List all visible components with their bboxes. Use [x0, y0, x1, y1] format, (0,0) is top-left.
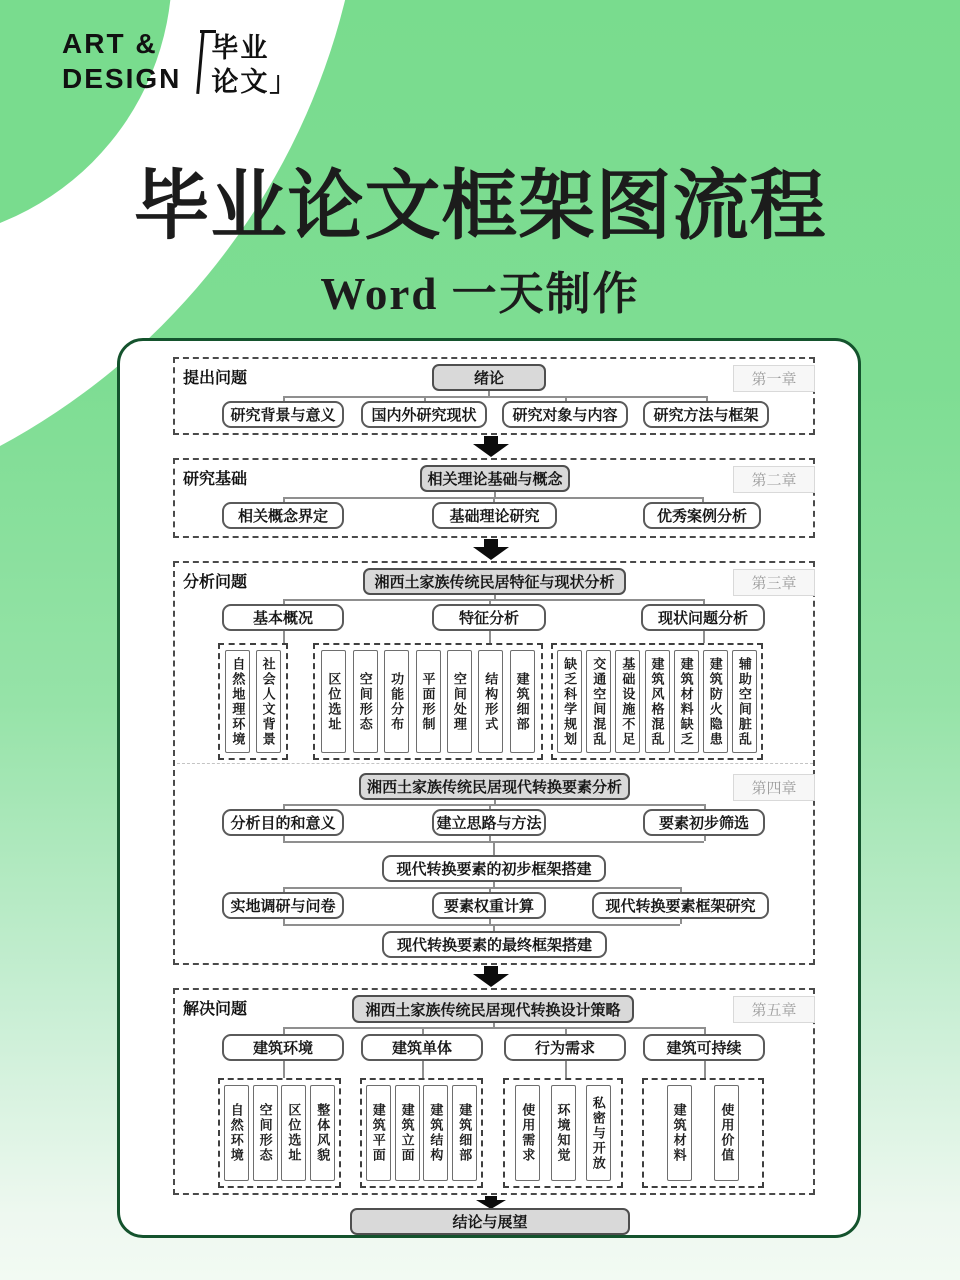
ch4-root-node: 湘西土家族传统民居现代转换要素分析 [359, 773, 630, 800]
vertical-node: 辅助空间脏乱 [732, 650, 757, 753]
ch1-child-node: 研究背景与意义 [222, 401, 344, 428]
ch2-chapter-badge: 第二章 [733, 466, 815, 493]
ch5-section-label: 解决问题 [183, 1001, 248, 1018]
connector [493, 924, 495, 931]
ch3-chapter-badge: 第三章 [733, 569, 815, 596]
vertical-node: 建筑结构 [423, 1085, 448, 1181]
ch5-child-node: 建筑可持续 [643, 1034, 765, 1061]
vertical-node: 私密与开放 [586, 1085, 611, 1181]
vertical-node: 环境知觉 [551, 1085, 576, 1181]
ch1-child-node: 研究方法与框架 [643, 401, 769, 428]
vertical-node: 建筑细部 [510, 650, 535, 753]
down-arrow [473, 539, 509, 560]
connector [283, 1027, 704, 1029]
arrow-stem [484, 539, 498, 547]
connector [704, 836, 706, 841]
ch2-child-node: 基础理论研究 [432, 502, 557, 529]
flowchart-card [117, 338, 861, 1238]
ch5-child-node: 行为需求 [504, 1034, 626, 1061]
page-title: 毕业论文框架图流程 [133, 165, 827, 249]
logo-en-line1: ART & [62, 28, 158, 59]
ch4-chapter-badge: 第四章 [733, 774, 815, 801]
vertical-node: 使用需求 [515, 1085, 540, 1181]
arrow-head [473, 547, 509, 560]
ch5-group-sustainable [642, 1078, 764, 1188]
connector [422, 1027, 424, 1034]
ch2-root-node: 相关理论基础与概念 [420, 465, 570, 492]
ch1-child-node: 研究对象与内容 [502, 401, 628, 428]
section-ch1 [173, 357, 815, 435]
ch4-row1-node: 要素初步筛选 [643, 809, 765, 836]
ch1-chapter-badge: 第一章 [733, 365, 815, 392]
ch3-ch4-divider [177, 763, 813, 764]
conclusion-node: 结论与展望 [350, 1208, 630, 1235]
connector [283, 804, 704, 806]
logo-cn-line2: 论文」 [211, 66, 299, 97]
ch3-child-node: 现状问题分析 [641, 604, 765, 631]
ch3-group-basic [218, 643, 288, 760]
ch5-child-node: 建筑环境 [222, 1034, 344, 1061]
vertical-node: 空间形态 [253, 1085, 278, 1181]
ch4-mid-node: 现代转换要素的初步框架搭建 [382, 855, 606, 882]
vertical-node: 社会人文背景 [256, 650, 281, 753]
vertical-node: 结构形式 [478, 650, 503, 753]
ch5-group-building [360, 1078, 483, 1188]
down-arrow [473, 966, 509, 987]
connector [680, 919, 682, 924]
connector [489, 631, 491, 643]
connector [283, 1061, 285, 1078]
ch5-child-node: 建筑单体 [361, 1034, 483, 1061]
connector [283, 599, 703, 601]
ch2-child-node: 相关概念界定 [222, 502, 344, 529]
vertical-node: 缺乏科学规划 [557, 650, 582, 753]
connector [704, 1061, 706, 1078]
ch3-section-label: 分析问题 [183, 574, 248, 591]
ch5-group-environment [218, 1078, 341, 1188]
connector [422, 1061, 424, 1078]
ch2-section-label: 研究基础 [183, 471, 248, 488]
vertical-node: 平面形制 [416, 650, 441, 753]
logo-en-line2: DESIGN [62, 63, 182, 94]
ch2-child-node: 优秀案例分析 [643, 502, 761, 529]
logo-en-text [62, 26, 181, 96]
ch5-root-node: 湘西土家族传统民居现代转换设计策略 [352, 995, 634, 1023]
vertical-node: 基础设施不足 [615, 650, 640, 753]
connector [283, 887, 680, 889]
ch3-root-node: 湘西土家族传统民居特征与现状分析 [363, 568, 626, 595]
section-ch5 [173, 988, 815, 1195]
connector [703, 631, 705, 643]
vertical-node: 自然地理环境 [225, 650, 250, 753]
ch1-child-node: 国内外研究现状 [361, 401, 487, 428]
section-ch2 [173, 458, 815, 538]
connector [283, 924, 680, 926]
logo-cn-line1: 毕业 [211, 33, 270, 63]
vertical-node: 交通空间混乱 [586, 650, 611, 753]
ch4-row1-node: 建立思路与方法 [432, 809, 546, 836]
page-subtitle: Word 一天制作 [320, 269, 640, 319]
ch3-child-node: 特征分析 [432, 604, 546, 631]
section-ch3-ch4 [173, 561, 815, 965]
ch1-section-label: 提出问题 [183, 370, 248, 387]
connector [283, 1027, 285, 1034]
vertical-node: 建筑材料缺乏 [674, 650, 699, 753]
vertical-node: 建筑细部 [452, 1085, 477, 1181]
ch3-child-node: 基本概况 [222, 604, 344, 631]
connector [283, 631, 285, 643]
vertical-node: 整体风貌 [310, 1085, 335, 1181]
vertical-node: 区位选址 [321, 650, 346, 753]
ch4-row1-node: 分析目的和意义 [222, 809, 344, 836]
arrow-stem [484, 966, 498, 974]
ch5-group-behavior [503, 1078, 623, 1188]
vertical-node: 建筑平面 [366, 1085, 391, 1181]
ch3-group-problems [551, 643, 763, 760]
connector [283, 396, 706, 398]
ch5-chapter-badge: 第五章 [733, 996, 815, 1023]
connector [565, 1061, 567, 1078]
connector [493, 841, 495, 855]
ch4-row2-node: 现代转换要素框架研究 [592, 892, 769, 919]
logo-cn-text [197, 26, 298, 100]
vertical-node: 空间形态 [353, 650, 378, 753]
ch4-row2-node: 实地调研与问卷 [222, 892, 344, 919]
connector [704, 1027, 706, 1034]
vertical-node: 功能分布 [384, 650, 409, 753]
arrow-head [473, 444, 509, 457]
vertical-node: 建筑防火隐患 [703, 650, 728, 753]
ch4-row2-node: 要素权重计算 [432, 892, 546, 919]
vertical-node: 建筑立面 [395, 1085, 420, 1181]
brand-logo [62, 26, 298, 100]
ch3-group-features [313, 643, 543, 760]
vertical-node: 建筑风格混乱 [645, 650, 670, 753]
vertical-node: 空间处理 [447, 650, 472, 753]
connector [565, 1027, 567, 1034]
down-arrow [473, 436, 509, 457]
arrow-stem [484, 436, 498, 444]
arrow-head [473, 974, 509, 987]
hero-header [0, 160, 960, 322]
vertical-node: 区位选址 [281, 1085, 306, 1181]
vertical-node: 建筑材料 [667, 1085, 692, 1181]
vertical-node: 使用价值 [714, 1085, 739, 1181]
ch1-root-node: 绪论 [432, 364, 546, 391]
ch4-final-node: 现代转换要素的最终框架搭建 [382, 931, 607, 958]
vertical-node: 自然环境 [224, 1085, 249, 1181]
